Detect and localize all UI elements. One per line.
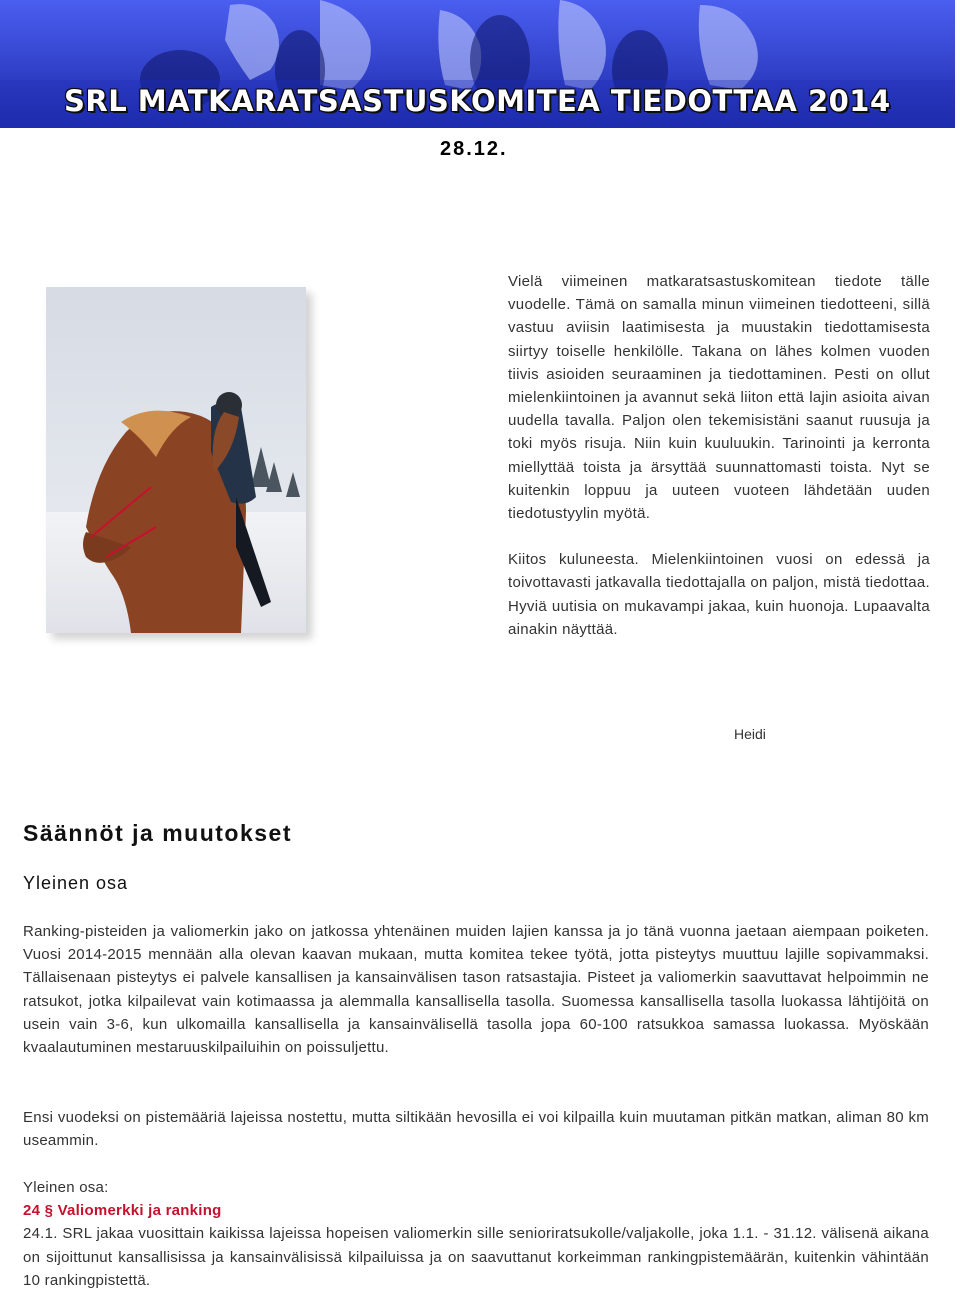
rules-paragraph: Ensi vuodeksi on pistemääriä lajeissa nostettu, mutta siltikään hevosilla ei voi kilpailla kuin muutaman pitkän matkan, aliman 80 km useammin.	[23, 1109, 929, 1150]
horse-rider-photo	[46, 287, 306, 633]
section-subheading: Yleinen osa	[23, 873, 129, 893]
issue-date: 28.12.	[440, 138, 508, 160]
general-label: Yleinen osa:	[23, 1179, 109, 1196]
section-title: 24 § Valiomerkki ja ranking	[23, 1202, 222, 1220]
intro-paragraph: Kiitos kuluneesta. Mielenkiintoinen vuosi on edessä ja toivottavasti jatkavalla tiedottajalla on paljon, mistä tiedottaa. Hyviä uutisia on mukavampi jakaa, kuin huonoja. Lupaavalta ainakin näyttää.	[508, 551, 930, 638]
signature: Heidi	[734, 726, 766, 742]
intro-text	[508, 270, 930, 664]
header-banner	[0, 0, 955, 128]
rules-paragraph: Ranking-pisteiden ja valiomerkin jako on jatkossa yhtenäinen muiden lajien kanssa ja jo tänä vuonna jaetaan aiempaan poiketen. Vuosi 2014-2015 mennään alla olevan kaavan mukaan, mutta komitea tekee työtä, jotta pisteytys muuttuu lajille sopivammaksi. Tällaisenaan pisteytys ei palvele kansallisen ja kansainvälisen tason ratsastajia. Pisteet ja valiomerkin saavuttavat helpoimmin ne ratsukot, jotka kilpailevat vain kotimaassa ja alemmalla kansallisella tasolla. Suomessa kansallisella tasolla luokassa lähtijöitä on usein vain 3-6, kun ulkomailla kansallisella ja kansainvälisellä tasolla jopa 60-100 ratsukkoa samassa luokassa. Myöskään kvaalautuminen mestaruuskilpailuihin on poissuljettu.	[23, 923, 929, 1057]
intro-paragraph: Vielä viimeinen matkaratsastuskomitean tiedote tälle vuodelle. Tämä on samalla minun viimeinen tiedotteeni, sillä vastuu aviisin laatimisesta ja muustakin tiedottamisesta siirtyy toiselle henkilölle. Takana on lähes kolmen vuoden tiivis asioiden seuraaminen ja tiedottaminen. Pesti on ollut mielenkiintoinen ja avannut sekä liiton että lajin asioita aivan uudella tavalla. Paljon olen tekemisistäni saanut ruusuja ja toki myös risuja. Niin kuin kuuluukin. Tarinointi ja kerronta miellyttää toista ja ärsyttää suunnattomasti toista. Nyt se kuitenkin loppuu ja uuteen vuoteen lähdetään uuden tiedotustyylin myötä.	[508, 273, 930, 523]
banner-title: SRL MATKARATSASTUSKOMITEA TIEDOTTAA 2014	[64, 84, 891, 118]
rules-section	[23, 1176, 929, 1292]
section-text: 24.1. SRL jakaa vuosittain kaikissa lajeissa hopeisen valiomerkin sille senioriratsukolle/valjakolle, joka 1.1. - 31.12. välisenä aikana on sijoittunut kansallisissa ja kansainvälisissä kilpailuissa ja on saavuttanut korkeimman rankingpistemäärän, kuitenkin vähintään 10 rankingpistettä.	[23, 1225, 929, 1289]
section-heading: Säännöt ja muutokset	[23, 820, 292, 846]
